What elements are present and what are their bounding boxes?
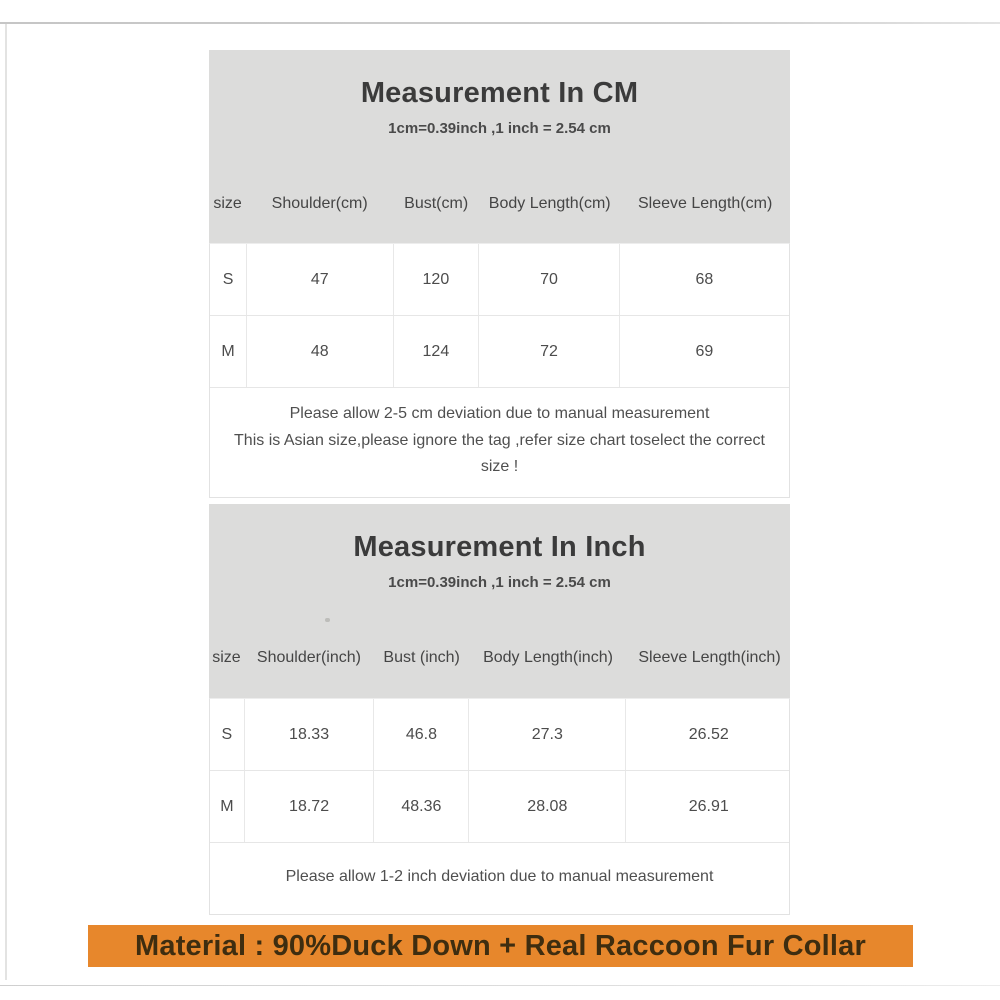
cm-note-line-2: This is Asian size,please ignore the tag ,refer size chart toselect the correct size !	[234, 431, 765, 475]
inch-section	[209, 504, 790, 915]
inch-col-shoulder: Shoulder(inch)	[256, 649, 361, 666]
frame-top-line	[0, 22, 1000, 24]
cm-col-bust: Bust(cm)	[404, 195, 469, 212]
cm-deviation-note	[210, 388, 789, 497]
cell-sleeve-length: 26.91	[688, 797, 729, 815]
cell-shoulder: 18.72	[245, 771, 375, 842]
cell-size: M	[210, 316, 247, 387]
inch-col-bust: Bust (inch)	[383, 649, 460, 666]
inch-col-body-length: Body Length(inch)	[483, 649, 613, 666]
cell-shoulder: 18.33	[245, 699, 375, 770]
cell-sleeve-length: 26.52	[688, 725, 729, 743]
material-banner: Material : 90%Duck Down + Real Raccoon Fur Collar	[88, 925, 913, 967]
inch-col-sleeve-length: Sleeve Length(inch)	[638, 649, 781, 666]
size-chart-panel	[209, 50, 790, 915]
cell-size: S	[210, 699, 245, 770]
cm-conversion-subtitle: 1cm=0.39inch ,1 inch = 2.54 cm	[388, 120, 611, 137]
speck-artifact	[325, 618, 330, 622]
cm-section	[209, 50, 790, 498]
cell-bust: 48.36	[374, 771, 469, 842]
table-row-m-inch	[210, 771, 789, 843]
inch-title: Measurement In Inch	[353, 531, 646, 563]
cell-sleeve-length: 68	[695, 270, 714, 288]
table-row-s-cm	[210, 244, 789, 316]
cell-body-length: 70	[479, 244, 620, 315]
cell-bust: 124	[394, 316, 480, 387]
inch-conversion-subtitle: 1cm=0.39inch ,1 inch = 2.54 cm	[388, 574, 611, 591]
cell-sleeve-length: 69	[695, 342, 714, 360]
cell-size: M	[210, 771, 245, 842]
inch-section-header	[209, 504, 790, 698]
cell-shoulder: 47	[247, 244, 393, 315]
cell-bust: 46.8	[374, 699, 469, 770]
frame-bottom-line	[0, 985, 1000, 986]
frame-left-line	[5, 24, 7, 980]
cell-body-length: 27.3	[469, 699, 626, 770]
cm-col-body-length: Body Length(cm)	[488, 195, 611, 212]
cell-bust: 120	[394, 244, 480, 315]
table-row-m-cm	[210, 316, 789, 388]
inch-column-header-row	[209, 649, 790, 667]
cm-col-shoulder: Shoulder(cm)	[271, 195, 368, 212]
cell-body-length: 28.08	[469, 771, 626, 842]
cm-table-body	[209, 243, 790, 498]
cell-shoulder: 48	[247, 316, 393, 387]
cell-body-length: 72	[479, 316, 620, 387]
cm-col-size: size	[213, 195, 242, 212]
cm-col-sleeve-length: Sleeve Length(cm)	[637, 195, 773, 212]
inch-deviation-note: Please allow 1-2 inch deviation due to manual measurement	[285, 868, 714, 885]
inch-table-body	[209, 698, 790, 915]
cell-size: S	[210, 244, 247, 315]
table-row-s-inch	[210, 699, 789, 771]
cm-column-header-row	[209, 195, 790, 213]
cm-title: Measurement In CM	[360, 77, 639, 109]
cm-section-header	[209, 50, 790, 243]
inch-col-size: size	[212, 649, 241, 666]
cm-note-line-1: Please allow 2-5 cm deviation due to manual measurement	[289, 405, 710, 422]
